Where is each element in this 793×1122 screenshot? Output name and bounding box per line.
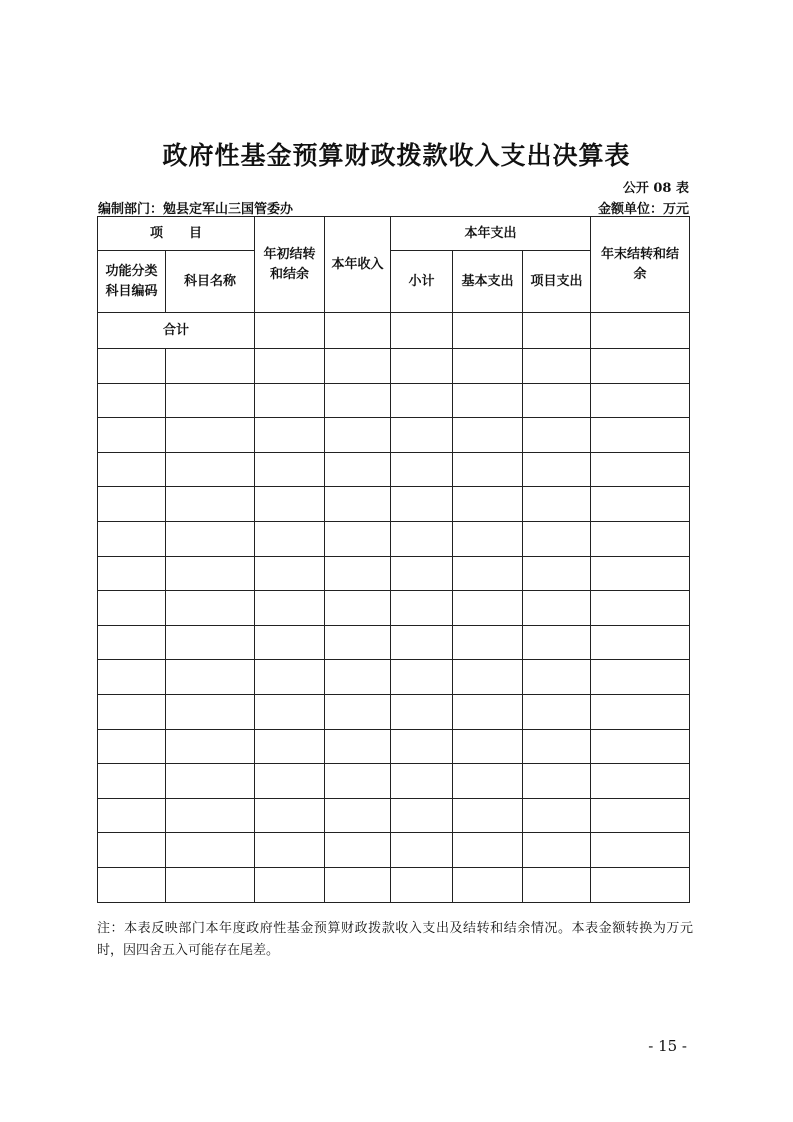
table-row (98, 556, 690, 591)
table-cell (255, 694, 325, 729)
table-cell (591, 591, 690, 626)
header-function-code: 功能分类 科目编码 (98, 251, 166, 313)
table-cell (591, 521, 690, 556)
table-cell (523, 625, 591, 660)
table-cell (391, 729, 453, 764)
table-cell (98, 349, 166, 384)
table-cell (325, 487, 391, 522)
total-label: 合计 (98, 313, 255, 349)
table-cell (391, 418, 453, 453)
table-cell (453, 521, 523, 556)
table-cell (453, 556, 523, 591)
table-row (98, 452, 690, 487)
footnote: 注：本表反映部门本年度政府性基金预算财政拨款收入支出及结转和结余情况。本表金额转换为万元时，因四舍五入可能存在尾差。 (97, 921, 693, 958)
table-cell (523, 418, 591, 453)
table-cell (453, 487, 523, 522)
table-cell (391, 694, 453, 729)
table-row (98, 487, 690, 522)
header-basic-expense: 基本支出 (453, 251, 523, 313)
table-cell (98, 660, 166, 695)
total-cell (391, 313, 453, 349)
table-cell (391, 867, 453, 902)
table-cell (523, 867, 591, 902)
table-cell (523, 452, 591, 487)
table-cell (453, 798, 523, 833)
table-cell (391, 625, 453, 660)
table-row (98, 833, 690, 868)
table-cell (255, 487, 325, 522)
table-cell (98, 418, 166, 453)
header-end-balance: 年末结转和结 余 (591, 217, 690, 313)
table-cell (98, 591, 166, 626)
table-cell (523, 521, 591, 556)
table-cell (98, 383, 166, 418)
table-cell (453, 349, 523, 384)
table-cell (591, 452, 690, 487)
table-cell (523, 798, 591, 833)
table-cell (166, 452, 255, 487)
table-cell (98, 625, 166, 660)
header-subtotal: 小计 (391, 251, 453, 313)
table-cell (453, 452, 523, 487)
table-cell (98, 729, 166, 764)
table-cell (255, 833, 325, 868)
table-cell (325, 867, 391, 902)
table-cell (255, 591, 325, 626)
table-cell (523, 487, 591, 522)
table-cell (453, 764, 523, 799)
table-cell (523, 729, 591, 764)
table-cell (98, 487, 166, 522)
table-cell (98, 452, 166, 487)
header-income: 本年收入 (325, 217, 391, 313)
header-item: 项 目 (98, 217, 255, 251)
table-cell (391, 452, 453, 487)
table-cell (591, 660, 690, 695)
page-title: 政府性基金预算财政拨款收入支出决算表 (162, 141, 631, 170)
table-row (98, 418, 690, 453)
table-cell (591, 764, 690, 799)
table-cell (325, 349, 391, 384)
table-row (98, 521, 690, 556)
table-cell (166, 418, 255, 453)
unit-label: 金额单位：万元 (597, 202, 689, 217)
table-cell (255, 867, 325, 902)
table-cell (325, 625, 391, 660)
table-cell (523, 694, 591, 729)
total-cell (591, 313, 690, 349)
table-cell (255, 418, 325, 453)
table-cell (591, 867, 690, 902)
table-cell (166, 487, 255, 522)
table-cell (166, 521, 255, 556)
table-cell (591, 798, 690, 833)
header-project-expense: 项目支出 (523, 251, 591, 313)
table-cell (166, 556, 255, 591)
table-cell (255, 521, 325, 556)
table-cell (325, 833, 391, 868)
table-cell (523, 556, 591, 591)
table-cell (325, 798, 391, 833)
table-cell (325, 556, 391, 591)
table-cell (98, 833, 166, 868)
table-row (98, 660, 690, 695)
total-cell (255, 313, 325, 349)
table-row (98, 383, 690, 418)
budget-table (97, 216, 690, 903)
table-cell (591, 418, 690, 453)
table-cell (325, 660, 391, 695)
table-cell (591, 729, 690, 764)
table-cell (255, 625, 325, 660)
total-cell (453, 313, 523, 349)
table-cell (591, 833, 690, 868)
table-cell (453, 625, 523, 660)
table-row (98, 798, 690, 833)
table-cell (453, 729, 523, 764)
table-cell (391, 349, 453, 384)
table-cell (523, 833, 591, 868)
table-row (98, 764, 690, 799)
table-cell (166, 867, 255, 902)
table-cell (325, 383, 391, 418)
table-cell (98, 694, 166, 729)
table-cell (166, 833, 255, 868)
table-cell (166, 349, 255, 384)
table-cell (255, 798, 325, 833)
table-cell (453, 591, 523, 626)
table-cell (325, 452, 391, 487)
table-cell (98, 521, 166, 556)
table-row (98, 591, 690, 626)
table-cell (98, 556, 166, 591)
header-begin-balance: 年初结转 和结余 (255, 217, 325, 313)
table-cell (325, 521, 391, 556)
table-row (98, 867, 690, 902)
table-cell (255, 349, 325, 384)
table-cell (166, 625, 255, 660)
table-cell (98, 867, 166, 902)
table-cell (166, 798, 255, 833)
table-cell (391, 383, 453, 418)
header-subject-name: 科目名称 (166, 251, 255, 313)
table-row (98, 349, 690, 384)
table-cell (255, 729, 325, 764)
table-cell (591, 487, 690, 522)
table-row (98, 729, 690, 764)
table-cell (591, 349, 690, 384)
table-cell (98, 798, 166, 833)
table-cell (166, 764, 255, 799)
table-cell (453, 867, 523, 902)
table-cell (391, 591, 453, 626)
table-cell (523, 591, 591, 626)
table-cell (166, 660, 255, 695)
header-expense: 本年支出 (391, 217, 591, 251)
table-cell (166, 694, 255, 729)
table-cell (391, 798, 453, 833)
table-row (98, 625, 690, 660)
table-cell (255, 383, 325, 418)
table-cell (391, 833, 453, 868)
table-cell (391, 556, 453, 591)
table-cell (255, 556, 325, 591)
page-number: - 15 - (648, 1037, 687, 1055)
form-number: 公开 08 表 (622, 181, 689, 196)
table-cell (453, 418, 523, 453)
table-cell (591, 625, 690, 660)
table-cell (591, 556, 690, 591)
table-cell (325, 764, 391, 799)
table-cell (166, 383, 255, 418)
table-cell (166, 591, 255, 626)
table-cell (523, 660, 591, 695)
total-cell (325, 313, 391, 349)
table-cell (591, 383, 690, 418)
table-cell (391, 487, 453, 522)
table-cell (523, 764, 591, 799)
table-cell (325, 591, 391, 626)
table-cell (523, 383, 591, 418)
total-cell (523, 313, 591, 349)
table-cell (453, 383, 523, 418)
table-cell (255, 660, 325, 695)
table-cell (391, 521, 453, 556)
department-label: 编制部门：勉县定军山三国管委办 (98, 202, 294, 217)
table-cell (255, 764, 325, 799)
table-cell (453, 694, 523, 729)
table-cell (523, 349, 591, 384)
table-cell (166, 729, 255, 764)
table-cell (453, 833, 523, 868)
table-row (98, 694, 690, 729)
table-cell (453, 660, 523, 695)
table-cell (255, 452, 325, 487)
table-cell (391, 764, 453, 799)
table-cell (325, 694, 391, 729)
table-cell (325, 729, 391, 764)
table-cell (591, 694, 690, 729)
table-cell (325, 418, 391, 453)
table-cell (98, 764, 166, 799)
table-cell (391, 660, 453, 695)
